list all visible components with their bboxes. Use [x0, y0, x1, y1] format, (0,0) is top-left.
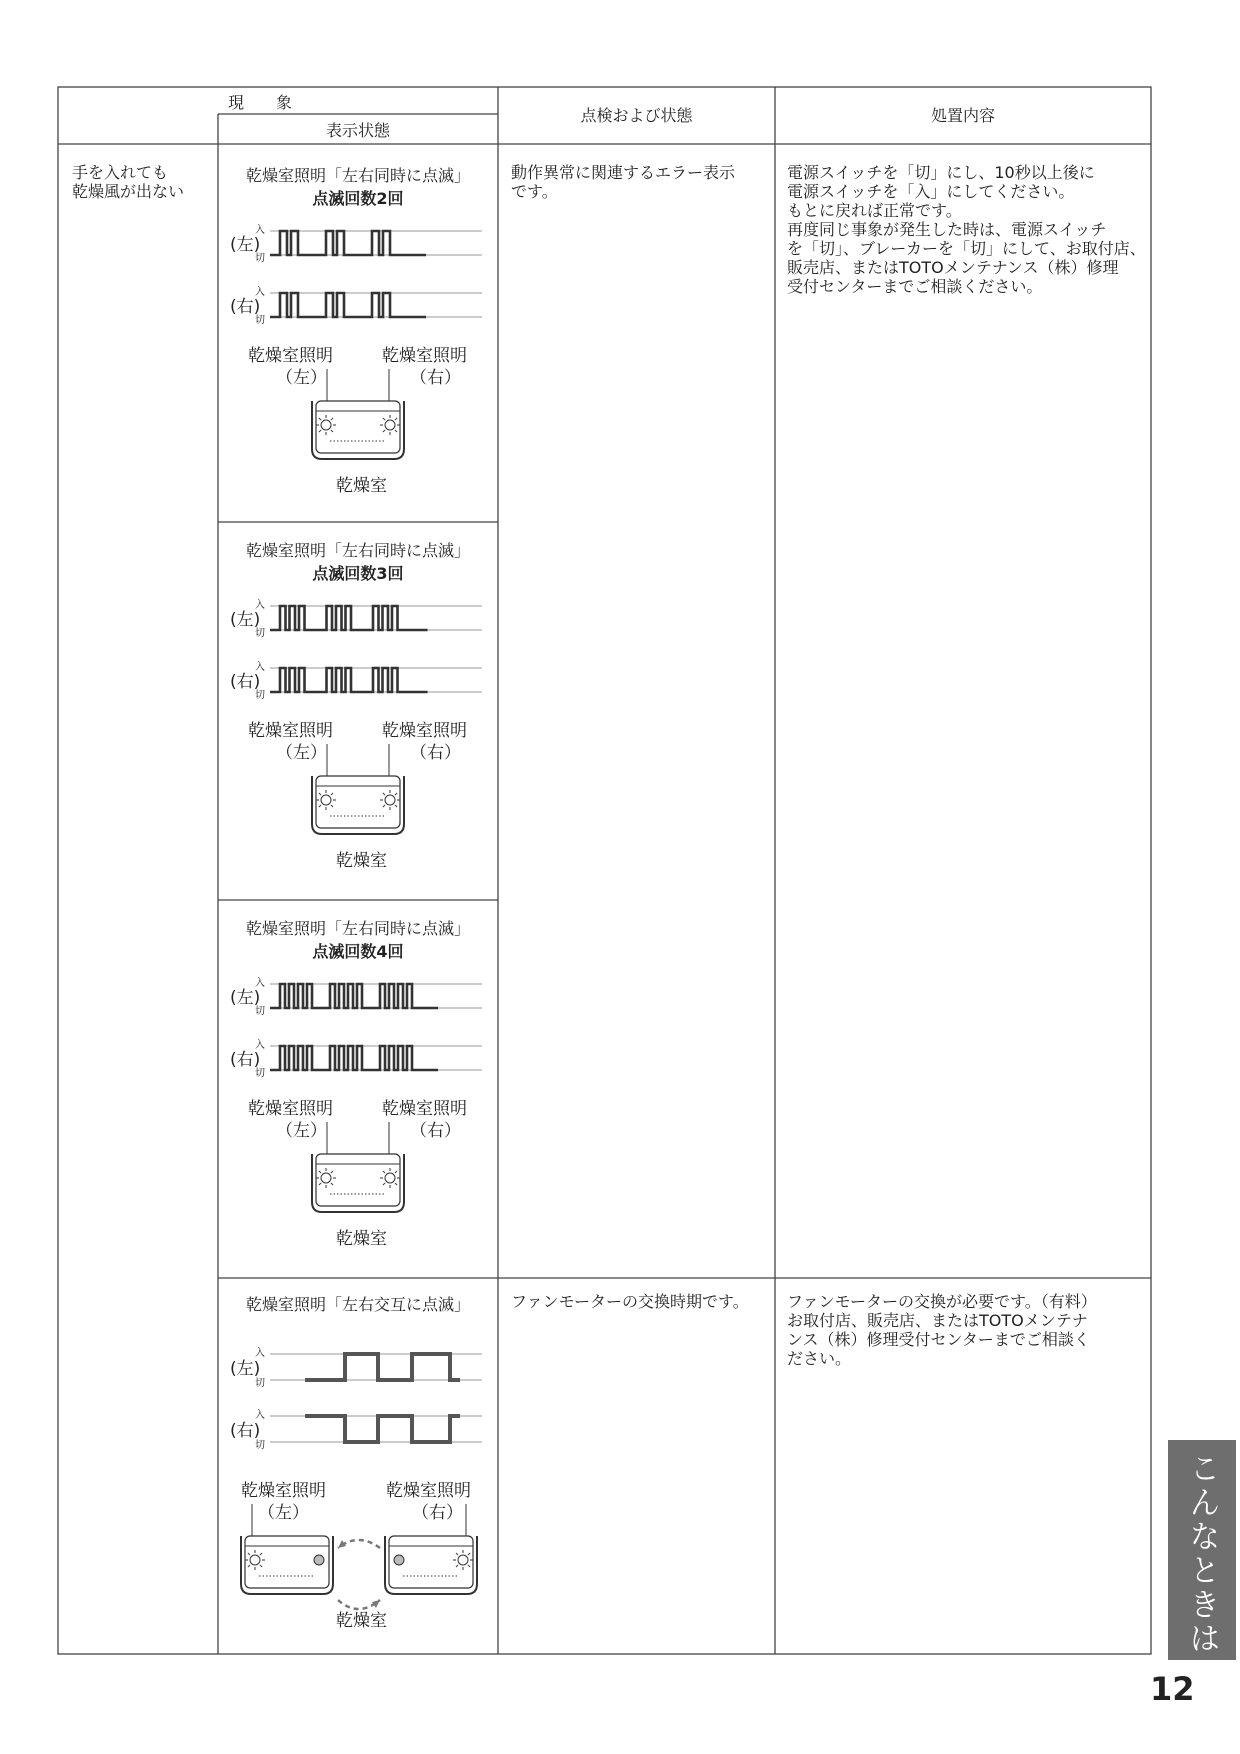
action-line: 再度同じ事象が発生した時は、電源スイッチ — [787, 220, 1107, 239]
right-label: (右) — [230, 1421, 261, 1441]
blink-waveform — [270, 606, 428, 630]
right-label: (右) — [230, 297, 261, 317]
on-label: 入 — [255, 225, 265, 236]
room-label: 乾燥室 — [336, 851, 387, 871]
lamp-icon — [394, 1555, 404, 1565]
section-tab-label: こんなときは — [1183, 1452, 1220, 1656]
inspection-line: です。 — [511, 182, 558, 201]
lamp-icon — [250, 1555, 260, 1565]
off-label: 切 — [255, 1378, 265, 1389]
light-label-left: 乾燥室照明 — [248, 1099, 333, 1119]
blink-waveform — [270, 293, 426, 317]
action-line: 受付センターまでご相談ください。 — [787, 277, 1043, 296]
off-label: 切 — [255, 1440, 265, 1451]
header-action: 処置内容 — [930, 106, 995, 125]
right-label: (右) — [230, 672, 261, 692]
right-label: (右) — [230, 1050, 261, 1070]
left-paren-label: （左） — [276, 368, 327, 388]
on-label: 入 — [255, 978, 265, 989]
lamp-icon — [458, 1555, 468, 1565]
lamp-icon — [321, 420, 331, 430]
blink-waveform — [270, 1046, 438, 1070]
light-label-right: 乾燥室照明 — [386, 1481, 471, 1501]
blink-waveform — [270, 668, 428, 692]
symptom-line: 乾燥風が出ない — [72, 182, 185, 201]
page-number: 12 — [1150, 1670, 1195, 1708]
lamp-icon — [321, 795, 331, 805]
on-label: 入 — [255, 287, 265, 298]
row2-title-text: 乾燥室照明「左右同時に点滅」 — [245, 541, 470, 560]
action-line: を「切」、ブレーカーを「切」にして、お取付店、 — [787, 239, 1146, 258]
lamp-icon — [314, 1555, 324, 1565]
left-label: (左) — [230, 235, 261, 255]
action-line: ンス（株）修理受付センターまでご相談く — [787, 1330, 1090, 1349]
row2-subtitle: 点滅回数3回 — [312, 564, 404, 583]
blink-waveform — [270, 984, 438, 1008]
off-label: 切 — [255, 1006, 265, 1017]
action-line: もとに戻れば正常です。 — [787, 201, 962, 220]
row1-title-text: 乾燥室照明「左右同時に点滅」 — [245, 166, 470, 185]
action-line: 販売店、またはTOTOメンテナンス（株）修理 — [787, 258, 1119, 277]
row3-subtitle: 点滅回数4回 — [312, 942, 404, 961]
action-line: お取付店、販売店、またはTOTOメンテナ — [787, 1311, 1088, 1330]
section-tab[interactable] — [1168, 1440, 1236, 1660]
action-line: ださい。 — [787, 1349, 852, 1368]
off-label: 切 — [255, 315, 265, 326]
row3-title-text: 乾燥室照明「左右同時に点滅」 — [245, 919, 470, 938]
lamp-icon — [385, 420, 395, 430]
off-label: 切 — [255, 628, 265, 639]
on-label: 入 — [255, 662, 265, 673]
room-label: 乾燥室 — [336, 1611, 387, 1631]
on-label: 入 — [255, 1410, 265, 1421]
right-paren-label: （右） — [410, 1121, 461, 1141]
on-label: 入 — [255, 1348, 265, 1359]
light-label-left: 乾燥室照明 — [248, 721, 333, 741]
off-label: 切 — [255, 690, 265, 701]
alternate-waveform — [305, 1354, 460, 1380]
light-label-right: 乾燥室照明 — [382, 1099, 467, 1119]
left-label: (左) — [230, 610, 261, 630]
off-label: 切 — [255, 253, 265, 264]
action-line: ファンモーターの交換が必要です。（有料） — [787, 1292, 1097, 1311]
light-label-right: 乾燥室照明 — [382, 721, 467, 741]
header-inspection: 点検および状態 — [580, 106, 693, 125]
right-paren-label: （右） — [410, 368, 461, 388]
on-label: 入 — [255, 1040, 265, 1051]
header-display-state: 表示状態 — [325, 121, 390, 140]
header-phenomenon: 現 象 — [228, 93, 293, 112]
row4-title-text: 乾燥室照明「左右交互に点滅」 — [245, 1295, 470, 1314]
left-paren-label: （左） — [276, 743, 327, 763]
action-line: 電源スイッチを「入」にしてください。 — [787, 182, 1075, 201]
left-label: (左) — [230, 988, 261, 1008]
inspection-line: ファンモーターの交換時期です。 — [511, 1292, 749, 1311]
on-label: 入 — [255, 600, 265, 611]
action-line: 電源スイッチを「切」にし、10秒以上後に — [787, 163, 1095, 182]
left-paren-label: （左） — [276, 1121, 327, 1141]
alternate-waveform — [305, 1416, 460, 1442]
inspection-line: 動作異常に関連するエラー表示 — [511, 163, 736, 182]
room-label: 乾燥室 — [336, 476, 387, 496]
light-label-left: 乾燥室照明 — [248, 346, 333, 366]
row1-subtitle: 点滅回数2回 — [312, 189, 404, 208]
light-label-right: 乾燥室照明 — [382, 346, 467, 366]
left-paren-label: （左） — [258, 1503, 309, 1523]
off-label: 切 — [255, 1068, 265, 1079]
lamp-icon — [321, 1173, 331, 1183]
room-label: 乾燥室 — [336, 1229, 387, 1249]
light-label-left: 乾燥室照明 — [241, 1481, 326, 1501]
right-paren-label: （右） — [410, 743, 461, 763]
left-label: (左) — [230, 1359, 261, 1379]
lamp-icon — [385, 795, 395, 805]
right-paren-label: （右） — [412, 1503, 463, 1523]
blink-waveform — [270, 231, 426, 255]
lamp-icon — [385, 1173, 395, 1183]
symptom-line: 手を入れても — [72, 163, 169, 182]
